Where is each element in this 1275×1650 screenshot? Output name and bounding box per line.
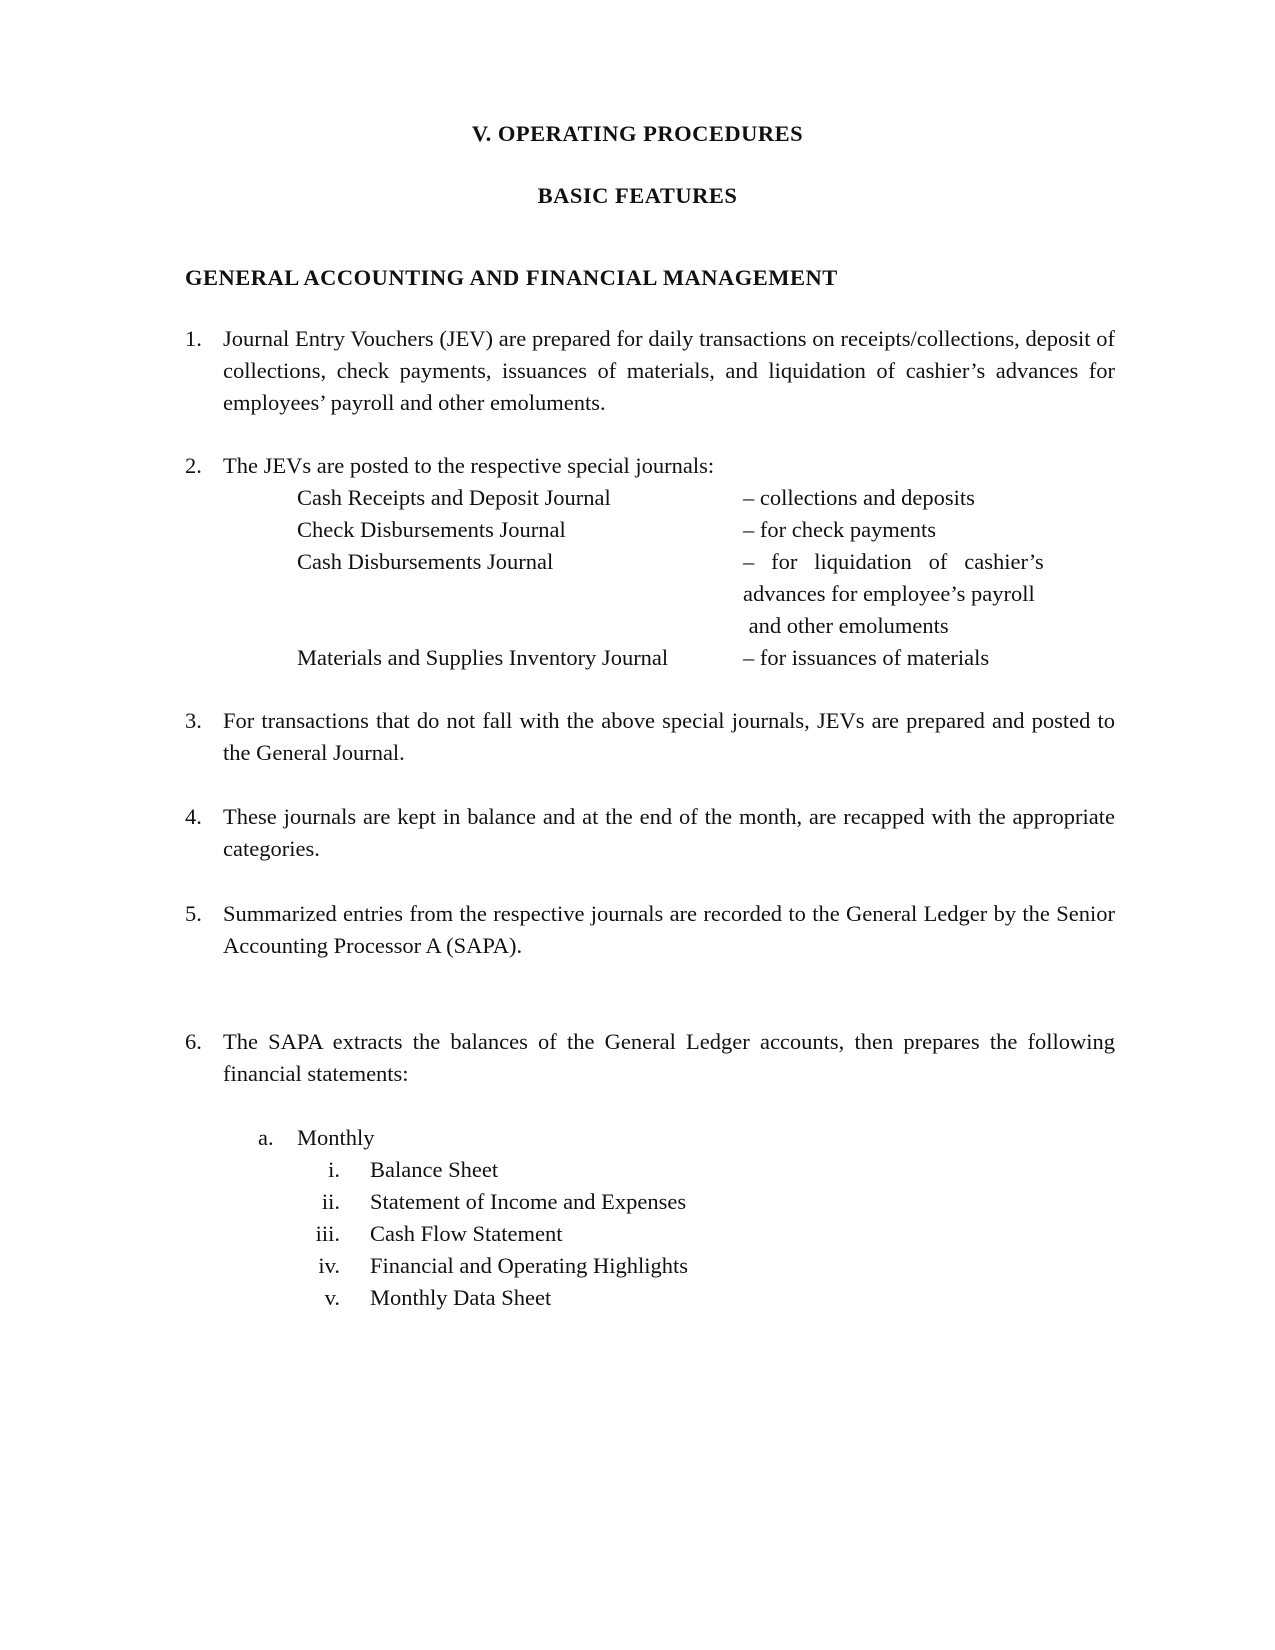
item-number: 1. xyxy=(185,326,202,351)
journal-description: – for check payments xyxy=(743,517,937,542)
item-text: Summarized entries from the respective journals are recorded to the General Ledger by the Senior Accounting Processor A (SAPA). xyxy=(223,901,1115,958)
journal-row xyxy=(297,546,1115,578)
journal-description-continuation: advances for employee’s payroll xyxy=(743,581,1035,606)
section-heading: GENERAL ACCOUNTING AND FINANCIAL MANAGEMENT xyxy=(185,265,838,290)
journal-row xyxy=(297,642,1115,674)
journal-row xyxy=(297,514,1115,546)
statement-numeral: ii. xyxy=(321,1189,340,1214)
chapter-title: V. OPERATING PROCEDURES xyxy=(471,121,804,146)
journal-name: Cash Receipts and Deposit Journal xyxy=(297,485,611,510)
list-item xyxy=(185,323,1115,419)
list-item xyxy=(185,1026,1115,1090)
statement-numeral: iv. xyxy=(318,1253,340,1278)
statement-name: Cash Flow Statement xyxy=(370,1221,563,1246)
item-number: 4. xyxy=(185,804,202,829)
item-text: The JEVs are posted to the respective special journals: xyxy=(223,453,715,478)
list-item xyxy=(185,450,1115,482)
statement-name: Balance Sheet xyxy=(370,1157,499,1182)
item-number: 5. xyxy=(185,901,202,926)
item-text: These journals are kept in balance and at the end of the month, are recapped with the appropriate categories. xyxy=(223,804,1115,861)
statement-numeral: iii. xyxy=(315,1221,340,1246)
sub-item-text: Monthly xyxy=(297,1125,375,1150)
statement-item xyxy=(310,1250,730,1282)
item-number: 2. xyxy=(185,453,202,478)
statement-numeral: i. xyxy=(328,1157,340,1182)
list-item xyxy=(185,801,1115,865)
journal-description: – for liquidation of cashier’s xyxy=(743,549,1044,574)
journal-name: Check Disbursements Journal xyxy=(297,517,566,542)
statement-item xyxy=(310,1154,730,1186)
list-item xyxy=(185,705,1115,769)
item-number: 3. xyxy=(185,708,202,733)
subtitle: BASIC FEATURES xyxy=(537,183,738,208)
item-text: For transactions that do not fall with the above special journals, JEVs are prepared and posted to the General Journal. xyxy=(223,708,1115,765)
statement-numeral: v. xyxy=(324,1285,340,1310)
journal-description-continuation: and other emoluments xyxy=(743,613,949,638)
journal-description: – for issuances of materials xyxy=(743,645,990,670)
statement-name: Statement of Income and Expenses xyxy=(370,1189,687,1214)
journal-row xyxy=(297,482,1115,514)
statement-name: Financial and Operating Highlights xyxy=(370,1253,689,1278)
item-text: Journal Entry Vouchers (JEV) are prepared for daily transactions on receipts/collections, deposit of collections, check payments, issuances of materials, and liquidation of cashier’s advances for employees’ payroll and other emoluments. xyxy=(223,326,1115,415)
statement-item xyxy=(310,1218,730,1250)
item-number: 6. xyxy=(185,1029,202,1054)
sub-item-label: a. xyxy=(258,1125,274,1150)
item-text: The SAPA extracts the balances of the General Ledger accounts, then prepares the following financial statements: xyxy=(223,1029,1115,1086)
list-item xyxy=(185,898,1115,962)
journal-name: Materials and Supplies Inventory Journal xyxy=(297,645,669,670)
statement-name: Monthly Data Sheet xyxy=(370,1285,552,1310)
journal-description: – collections and deposits xyxy=(743,485,975,510)
statement-item xyxy=(310,1186,730,1218)
statement-item xyxy=(310,1282,730,1314)
journal-name: Cash Disbursements Journal xyxy=(297,549,554,574)
